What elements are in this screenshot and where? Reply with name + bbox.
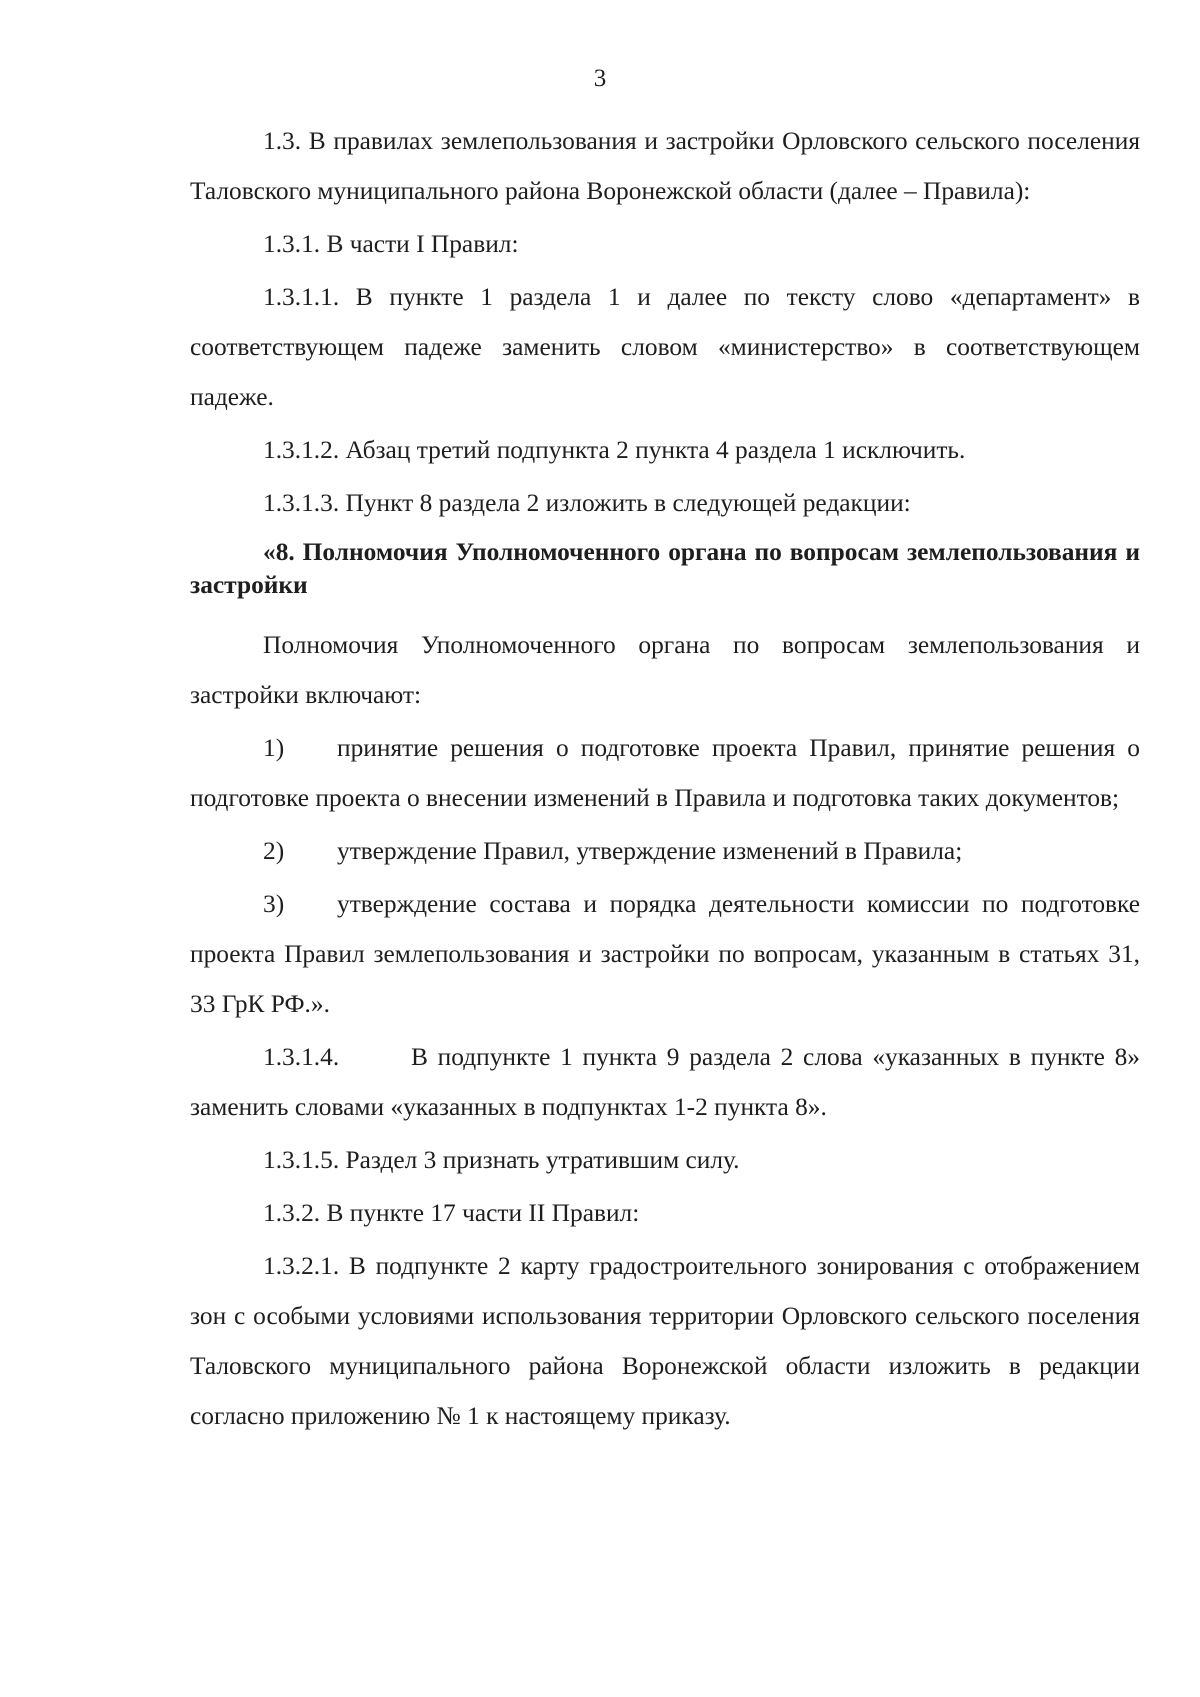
paragraph-1-3-1: 1.3.1. В части I Правил: (263, 230, 519, 258)
list-item-text: утверждение состава и порядка деятельности комиссии по подготовке проекта Правил землепользования и застройки по вопросам, указанным в статьях 31, 33 ГрК РФ.». (190, 890, 1140, 1018)
paragraph-1-3-1-2: 1.3.1.2. Абзац третий подпункта 2 пункта 4 раздела 1 исключить. (263, 436, 966, 464)
paragraph-1-3-2-1: 1.3.2.1. В подпункте 2 карту градостроительного зонирования с отображением зон с особыми условиями использования территории Орловского сельского поселения Таловского муниципального района Воронежской области изложить в редакции согласно приложению № 1 к настоящему приказу. (190, 1252, 1140, 1430)
list-item-number: 3) (263, 890, 285, 918)
list-item (190, 826, 1140, 876)
paragraph-1-3-1-4 (190, 1032, 1140, 1132)
paragraph-text: В подпункте 1 пункта 9 раздела 2 слова «указанных в пункте 8» заменить словами «указанных в подпунктах 1-2 пункта 8». (190, 1043, 1140, 1121)
list-item-number: 1) (263, 734, 285, 762)
paragraph-1-3-1-5: 1.3.1.5. Раздел 3 признать утратившим силу. (263, 1146, 740, 1174)
page-number: 3 (593, 65, 607, 92)
document-body (190, 116, 1140, 1441)
paragraph-1-3: 1.3. В правилах землепользования и застройки Орловского сельского поселения Таловского муниципального района Воронежской области (далее – Правила): (190, 127, 1140, 205)
paragraph-number: 1.3.1.4. (263, 1043, 340, 1071)
paragraph-1-3-2: 1.3.2. В пункте 17 части II Правил: (263, 1199, 640, 1227)
list-item-number: 2) (263, 837, 285, 865)
list-item-text: утверждение Правил, утверждение изменений в Правила; (337, 837, 963, 865)
paragraph-powers-intro: Полномочия Уполномоченного органа по вопросам землепользования и застройки включают: (190, 631, 1140, 709)
paragraph-1-3-1-1: 1.3.1.1. В пункте 1 раздела 1 и далее по тексту слово «департамент» в соответствующем падеже заменить словом «министерство» в соответствующем падеже. (190, 283, 1140, 411)
list-item (190, 879, 1140, 1029)
list-item-text: принятие решения о подготовке проекта Правил, принятие решения о подготовке проекта о внесении изменений в Правила и подготовка таких документов; (190, 734, 1140, 812)
paragraph-1-3-1-3: 1.3.1.3. Пункт 8 раздела 2 изложить в следующей редакции: (263, 489, 911, 517)
list-item (190, 723, 1140, 823)
section-8-heading: «8. Полномочия Уполномоченного органа по вопросам землепользования и застройки (190, 538, 1140, 599)
